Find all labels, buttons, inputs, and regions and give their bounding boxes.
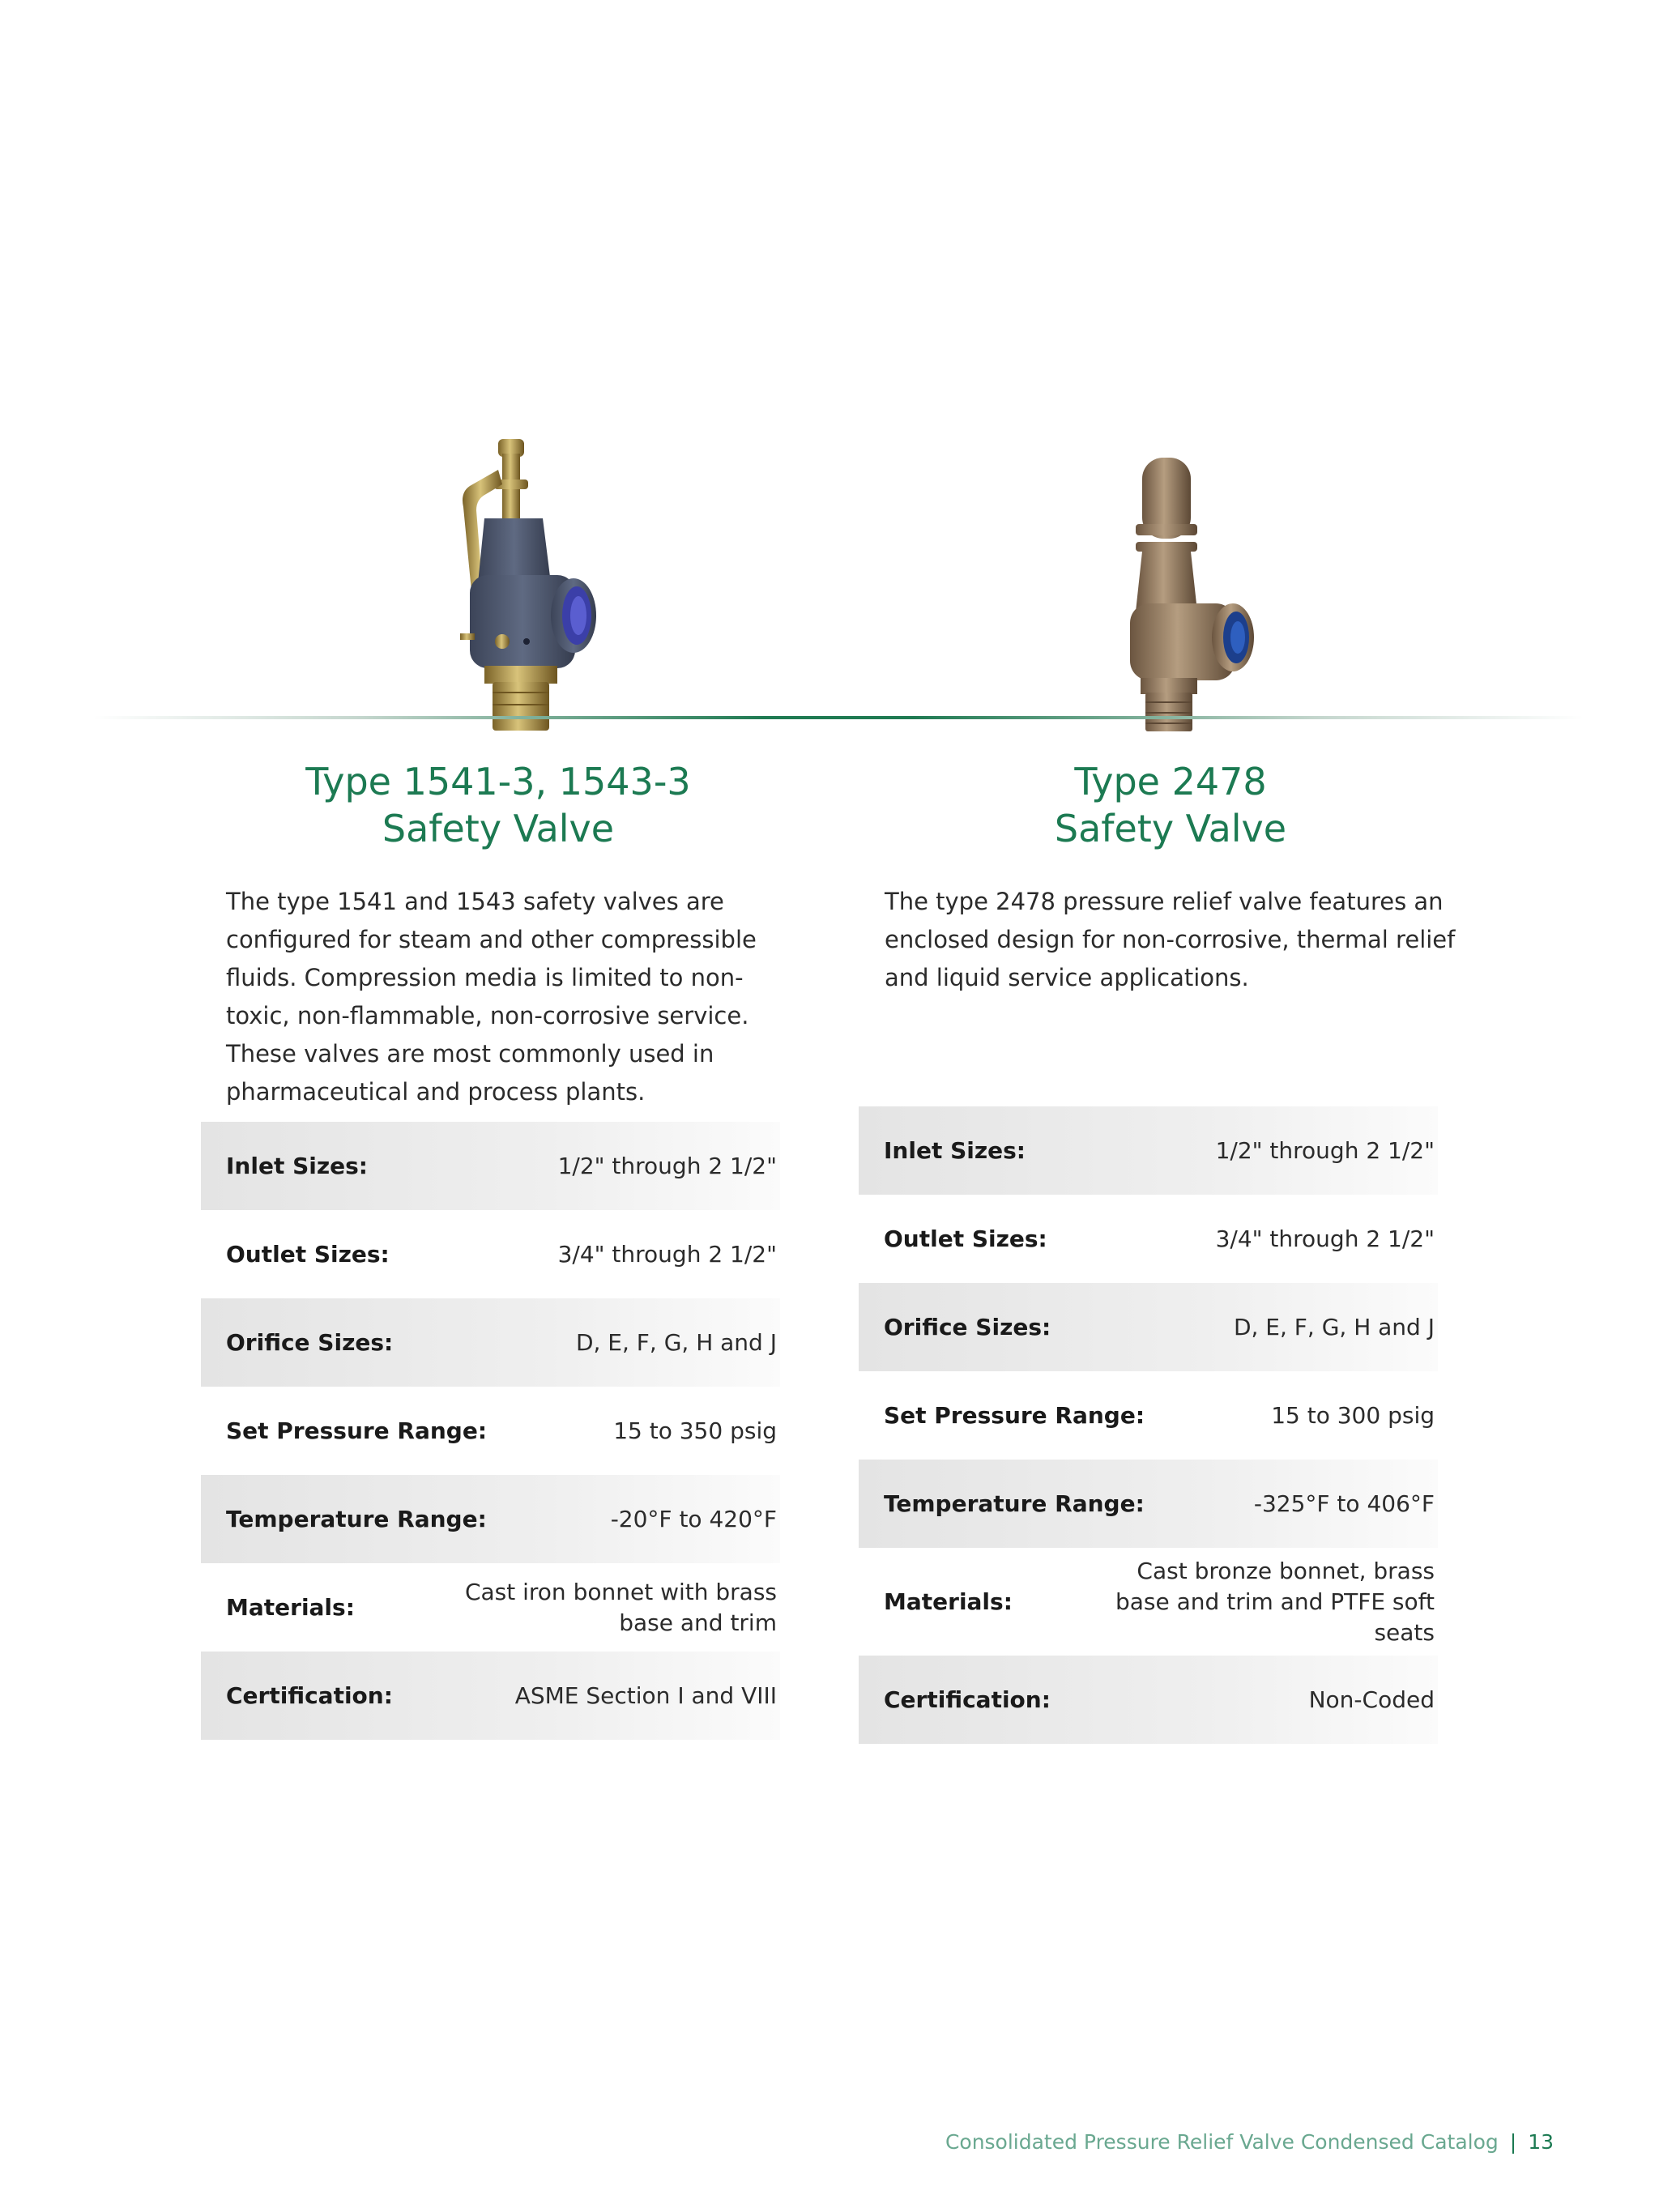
spec-value: D, E, F, G, H and J xyxy=(1233,1313,1435,1340)
spec-value: -20°F to 420°F xyxy=(610,1505,777,1532)
spec-label: Materials: xyxy=(226,1594,355,1621)
spec-value: Cast iron bonnet with brass base and trim xyxy=(464,1578,777,1636)
spec-label: Materials: xyxy=(884,1588,1013,1615)
spec-row-set-pressure-range xyxy=(201,1387,780,1475)
spec-value: ASME Section I and VIII xyxy=(514,1681,777,1709)
page-footer xyxy=(945,2130,1554,2154)
spec-row-inlet-sizes xyxy=(201,1122,780,1210)
spec-table-2478 xyxy=(859,1106,1438,1744)
spec-row-materials xyxy=(859,1548,1438,1656)
spec-label: Set Pressure Range: xyxy=(884,1402,1145,1429)
spec-row-materials xyxy=(201,1563,780,1652)
product-description-2478: The type 2478 pressure relief valve features an enclosed design for non-corrosive, thermal relief and liquid service applications. xyxy=(885,888,1456,991)
safety-valve-2478-image xyxy=(1110,450,1288,737)
spec-row-orifice-sizes xyxy=(201,1298,780,1387)
catalog-name: Consolidated Pressure Relief Valve Condensed Catalog xyxy=(945,2130,1499,2154)
spec-value: 3/4" through 2 1/2" xyxy=(1215,1225,1435,1252)
spec-value: 15 to 350 psig xyxy=(613,1417,777,1444)
spec-table-1541 xyxy=(201,1122,780,1740)
spec-label: Orifice Sizes: xyxy=(226,1329,394,1356)
footer-separator: | xyxy=(1509,2130,1517,2154)
safety-valve-1541-image xyxy=(421,429,616,737)
spec-label: Certification: xyxy=(226,1682,393,1709)
spec-row-set-pressure-range xyxy=(859,1371,1438,1460)
product-description-1541: The type 1541 and 1543 safety valves are configured for steam and other compressible fluids. Compression media is limited to non-toxic, non-flammable, non-corrosive service. These valves are most commonly used in pharmaceutical and process plants. xyxy=(226,888,757,1106)
spec-row-certification xyxy=(859,1656,1438,1744)
spec-label: Inlet Sizes: xyxy=(884,1137,1026,1164)
spec-label: Orifice Sizes: xyxy=(884,1314,1051,1340)
spec-row-temperature-range xyxy=(859,1460,1438,1548)
spec-row-outlet-sizes xyxy=(201,1210,780,1298)
spec-label: Temperature Range: xyxy=(226,1506,487,1532)
spec-row-orifice-sizes xyxy=(859,1283,1438,1371)
spec-label: Outlet Sizes: xyxy=(884,1225,1047,1252)
spec-value: 1/2" through 2 1/2" xyxy=(1215,1136,1435,1164)
product-title-1541 xyxy=(203,758,794,852)
spec-label: Inlet Sizes: xyxy=(226,1153,368,1179)
spec-row-inlet-sizes xyxy=(859,1106,1438,1195)
spec-label: Temperature Range: xyxy=(884,1490,1145,1517)
product-title-line1: Type 2478 xyxy=(1074,760,1267,803)
spec-value: 1/2" through 2 1/2" xyxy=(557,1152,777,1179)
product-title-line1: Type 1541-3, 1543-3 xyxy=(305,760,691,803)
spec-value: D, E, F, G, H and J xyxy=(575,1328,777,1356)
spec-value: -325°F to 406°F xyxy=(1253,1490,1435,1517)
spec-row-temperature-range xyxy=(201,1475,780,1563)
spec-label: Set Pressure Range: xyxy=(226,1417,488,1444)
spec-value: Cast bronze bonnet, brass base and trim and PTFE soft seats xyxy=(1115,1557,1435,1646)
product-title-2478 xyxy=(875,758,1466,852)
spec-row-outlet-sizes xyxy=(859,1195,1438,1283)
page-number: 13 xyxy=(1528,2130,1554,2154)
spec-value: 15 to 300 psig xyxy=(1271,1401,1435,1429)
spec-label: Outlet Sizes: xyxy=(226,1241,390,1268)
spec-value: 3/4" through 2 1/2" xyxy=(557,1240,777,1268)
horizontal-divider xyxy=(93,716,1584,719)
spec-value: Non-Coded xyxy=(1308,1686,1435,1713)
spec-row-certification xyxy=(201,1652,780,1740)
product-title-line2: Safety Valve xyxy=(382,807,615,850)
spec-label: Certification: xyxy=(884,1686,1051,1713)
product-title-line2: Safety Valve xyxy=(1054,807,1287,850)
